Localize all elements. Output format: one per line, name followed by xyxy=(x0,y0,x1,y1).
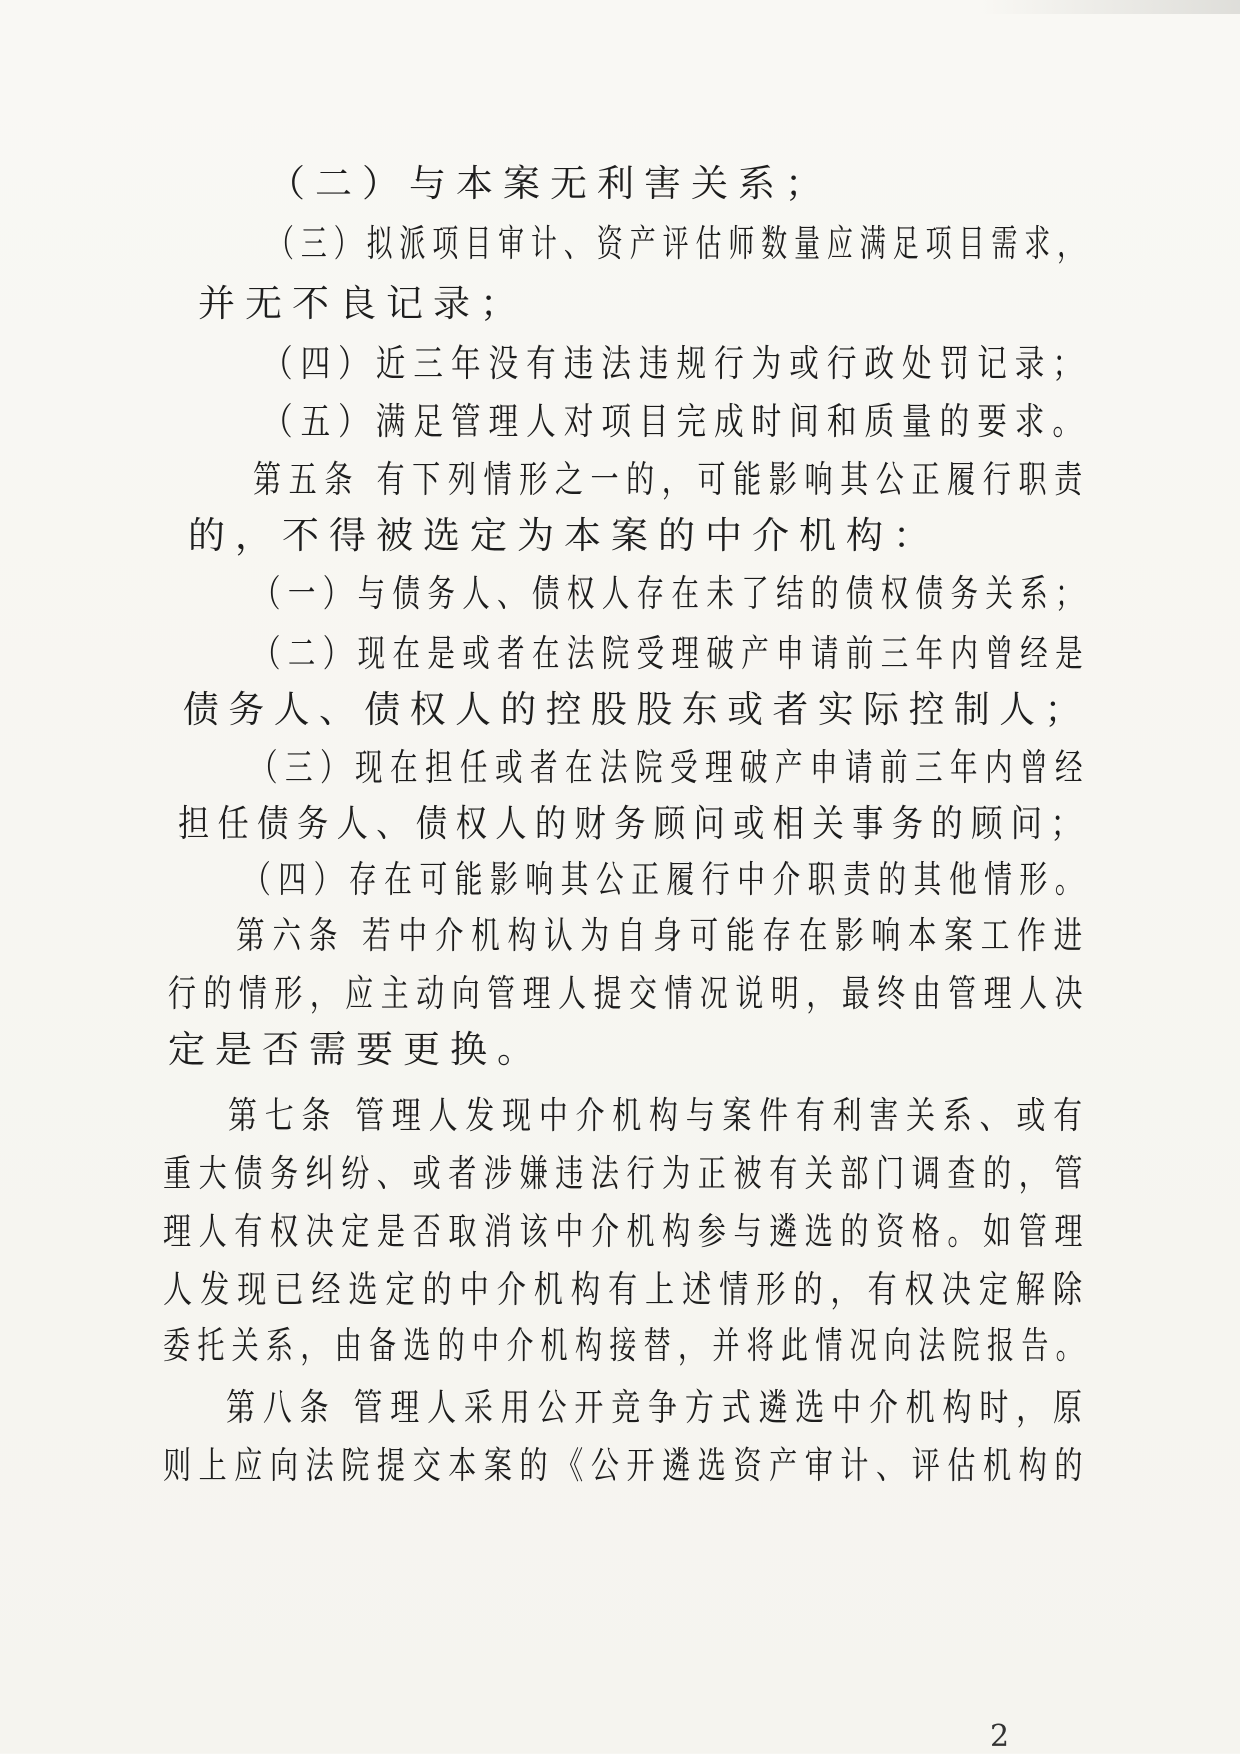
text-line-16: 定是否需要更换。 xyxy=(168,1028,544,1071)
text-line-13: （四）存在可能影响其公正履行中介职责的其他情形。 xyxy=(243,858,1091,901)
text-line-12: 担任债务人、债权人的财务顾问或相关事务的顾问； xyxy=(178,802,1091,845)
text-line-9: （二）现在是或者在法院受理破产申请前三年内曾经是 xyxy=(253,632,1090,675)
text-line-4: （四）近三年没有违法违规行为或行政处罚记录； xyxy=(263,342,1090,385)
text-line-8: （一）与债务人、债权人存在未了结的债权债务关系； xyxy=(253,572,1090,615)
text-line-21: 委托关系，由备选的中介机构接替，并将此情况向法院报告。 xyxy=(163,1324,1091,1367)
text-line-22: 第八条 管理人采用公开竞争方式遴选中介机构时，原 xyxy=(226,1386,1090,1429)
text-line-1: （二）与本案无利害关系； xyxy=(268,162,832,205)
text-line-20: 人发现已经选定的中介机构有上述情形的，有权决定解除 xyxy=(163,1268,1090,1311)
text-line-7: 的，不得被选定为本案的中介机构： xyxy=(188,514,940,557)
text-line-15: 行的情形，应主动向管理人提交情况说明，最终由管理人决 xyxy=(168,972,1090,1015)
text-line-3: 并无不良记录； xyxy=(198,282,527,325)
text-line-18: 重大债务纠纷、或者涉嫌违法行为正被有关部门调查的，管 xyxy=(163,1152,1091,1195)
text-line-6: 第五条 有下列情形之一的，可能影响其公正履行职责 xyxy=(253,458,1090,501)
text-line-10: 债务人、债权人的控股股东或者实际控制人； xyxy=(183,688,1091,731)
text-line-5: （五）满足管理人对项目完成时间和质量的要求。 xyxy=(263,400,1090,443)
text-line-14: 第六条 若中介机构认为自身可能存在影响本案工作进 xyxy=(236,914,1090,957)
text-line-11: （三）现在担任或者在法院受理破产申请前三年内曾经 xyxy=(250,746,1091,789)
page-number: 2 xyxy=(990,1719,1010,1754)
scan-edge-shadow xyxy=(980,0,1240,14)
text-line-2: （三）拟派项目审计、资产评估师数量应满足项目需求， xyxy=(268,222,1091,265)
text-line-19: 理人有权决定是否取消该中介机构参与遴选的资格。如管理 xyxy=(163,1210,1091,1253)
text-line-23: 则上应向法院提交本案的《公开遴选资产审计、评估机构的 xyxy=(163,1444,1091,1487)
text-line-17: 第七条 管理人发现中介机构与案件有利害关系、或有 xyxy=(228,1094,1090,1137)
